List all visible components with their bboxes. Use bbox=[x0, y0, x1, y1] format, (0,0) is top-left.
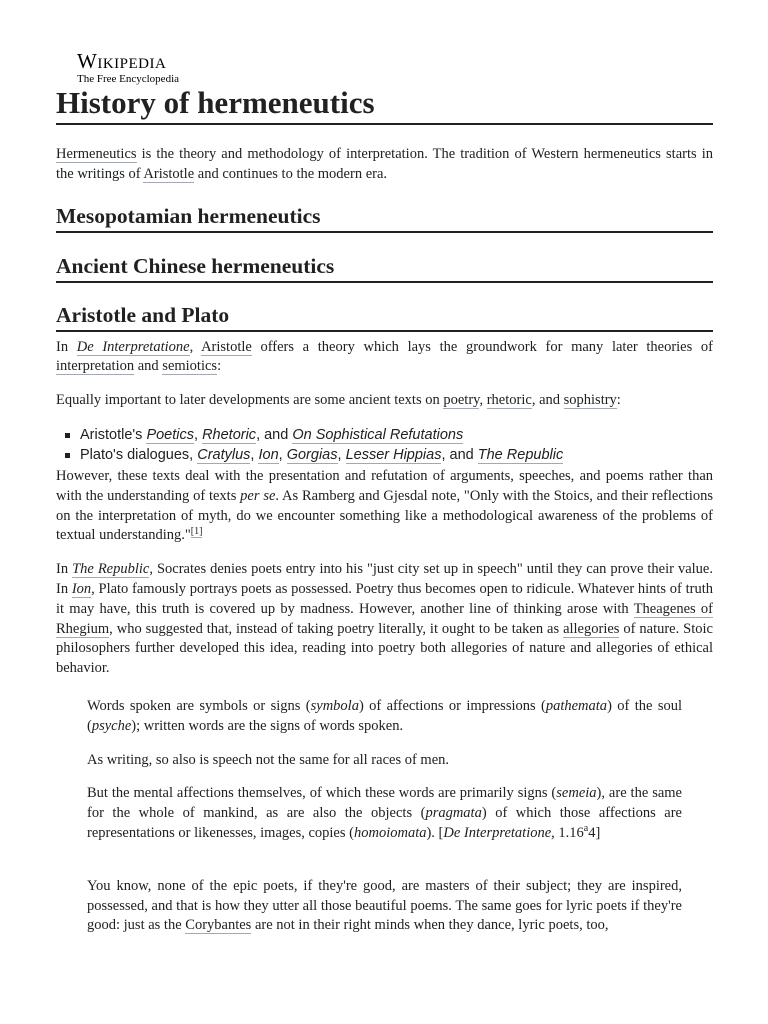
heading-chinese: Ancient Chinese hermeneutics bbox=[56, 253, 713, 283]
emphasis: homoiomata bbox=[353, 824, 427, 841]
paragraph-de-interpretatione bbox=[56, 338, 713, 378]
text: , bbox=[479, 392, 487, 409]
link-corybantes[interactable]: Corybantes bbox=[185, 917, 252, 934]
text: Plato's dialogues, bbox=[80, 446, 198, 463]
text: Words spoken are symbols or signs ( bbox=[87, 697, 311, 714]
paragraph-stoics bbox=[56, 467, 713, 546]
link-the-republic[interactable] bbox=[478, 447, 563, 464]
text: and bbox=[134, 358, 163, 375]
text: is the theory and methodology of interpretation. The tradition of Western hermeneutics starts in the writings of bbox=[56, 146, 713, 182]
list-item-aristotle bbox=[56, 425, 713, 445]
link-gorgias[interactable] bbox=[287, 447, 338, 464]
link-poetry[interactable]: poetry bbox=[443, 392, 480, 409]
link-text: The Republic bbox=[477, 446, 564, 463]
link-aristotle[interactable]: Aristotle bbox=[143, 165, 195, 182]
quote-paragraph bbox=[87, 877, 682, 936]
text: , and bbox=[531, 392, 564, 409]
logo-tagline: The Free Encyclopedia bbox=[77, 73, 180, 85]
text: ) of affections or impressions ( bbox=[358, 697, 546, 714]
text: In bbox=[56, 338, 77, 355]
paragraph-republic bbox=[56, 560, 713, 679]
link-de-interpretatione[interactable] bbox=[77, 339, 190, 356]
text: ); written words are the signs of words spoken. bbox=[131, 717, 404, 734]
link-aristotle[interactable]: Aristotle bbox=[201, 338, 252, 355]
quote-paragraph bbox=[87, 784, 682, 843]
article-content bbox=[56, 85, 713, 936]
text: ), are the same for the whole of mankind, as are also the objects ( bbox=[87, 785, 682, 822]
link-the-republic[interactable] bbox=[72, 561, 149, 578]
text: Equally important to later developments are some ancient texts on bbox=[56, 392, 444, 409]
superscript: a bbox=[583, 823, 589, 835]
list-item-plato bbox=[56, 445, 713, 465]
emphasis: pathemata bbox=[545, 697, 608, 714]
link-sophistical-refutations[interactable] bbox=[292, 427, 463, 444]
texts-list bbox=[56, 425, 713, 465]
emphasis: semeia bbox=[556, 785, 597, 802]
emphasis: psyche bbox=[91, 717, 132, 734]
link-ion[interactable] bbox=[72, 581, 91, 598]
paragraph-ancient-texts bbox=[56, 391, 713, 411]
link-cratylus[interactable] bbox=[197, 447, 250, 464]
quote-paragraph: As writing, so also is speech not the same for all races of men. bbox=[87, 751, 450, 768]
text: ). [ bbox=[426, 824, 444, 841]
link-hermeneutics[interactable]: Hermeneutics bbox=[56, 146, 137, 162]
text: , bbox=[194, 426, 203, 443]
text: of nature. Stoic philosophers further developed this idea, reading into poetry both allegories of nature and allegories of ethical behavior. bbox=[56, 620, 713, 677]
text: ) of the soul ( bbox=[87, 697, 682, 734]
text: . As Ramberg and Gjesdal note, "Only with the Stoics, and their reflections on the interpretation of myth, do we encounter something like a methodological awareness of the problems of textual understanding." bbox=[56, 487, 713, 544]
wikipedia-logo[interactable] bbox=[77, 50, 179, 85]
text: However, these texts deal with the presentation and refutation of arguments, speeches, and poems rather than with the understanding of texts bbox=[56, 467, 713, 504]
text: offers a theory which lays the groundwork for many later theories of bbox=[251, 338, 713, 355]
intro-paragraph bbox=[56, 145, 713, 185]
text: You know, none of the epic poets, if they're good, are masters of their subject; they are inspired, possessed, and that is how they utter all those beautiful poems. The same goes for lyric poets if they're good: just as the bbox=[87, 877, 682, 934]
emphasis: per se bbox=[240, 487, 276, 504]
text: But the mental affections themselves, of which these words are primarily signs ( bbox=[87, 785, 557, 802]
text: , 1.16 bbox=[551, 824, 584, 841]
emphasis: pragmata bbox=[425, 805, 482, 822]
text: , bbox=[250, 446, 259, 463]
link-sophistry[interactable]: sophistry bbox=[563, 392, 617, 409]
emphasis: De Interpretatione bbox=[443, 824, 552, 841]
page-title: History of hermeneutics bbox=[56, 85, 713, 125]
text: , bbox=[337, 446, 346, 463]
text: : bbox=[217, 358, 222, 375]
heading-aristotle-plato: Aristotle and Plato bbox=[56, 302, 713, 332]
text: are not in their right minds when they dance, lyric poets, too, bbox=[251, 917, 609, 934]
text: and continues to the modern era. bbox=[194, 165, 388, 182]
link-text: De Interpretatione bbox=[76, 338, 190, 355]
text: Aristotle's bbox=[80, 426, 147, 443]
text: , Socrates denies poets entry into his "just city set up in speech" until they can prove their value. In bbox=[56, 561, 713, 597]
logo-wordmark: Wikipedia bbox=[77, 49, 167, 73]
link-text: The Republic bbox=[72, 561, 150, 578]
link-text: Lesser Hippias bbox=[345, 446, 442, 463]
emphasis: symbola bbox=[310, 697, 359, 714]
text: : bbox=[616, 392, 621, 409]
citation-1[interactable]: [1] bbox=[190, 525, 203, 537]
text: , Plato famously portrays poets as possessed. Poetry thus becomes open to ridicule. Whatever hints of truth it may have, this truth is covered up by madness. However, another line of thinking arose with bbox=[56, 580, 713, 617]
blockquote-de-interpretatione bbox=[87, 697, 682, 844]
link-rhetoric[interactable]: rhetoric bbox=[486, 392, 532, 409]
link-ion[interactable] bbox=[258, 447, 278, 464]
link-text: Ion bbox=[71, 580, 92, 597]
link-allegories[interactable]: allegories bbox=[563, 620, 620, 637]
text: , bbox=[189, 338, 202, 355]
text: , and bbox=[441, 446, 478, 463]
blockquote-ion bbox=[87, 877, 682, 936]
text: 4] bbox=[588, 824, 601, 841]
text: In bbox=[56, 561, 73, 578]
link-text: Gorgias bbox=[286, 446, 338, 463]
link-text: On Sophistical Refutations bbox=[292, 426, 464, 443]
link-lesser-hippias[interactable] bbox=[346, 447, 442, 464]
heading-mesopotamian: Mesopotamian hermeneutics bbox=[56, 203, 713, 233]
quote-paragraph bbox=[87, 697, 682, 737]
link-text: Ion bbox=[258, 446, 279, 463]
link-text: Rhetoric bbox=[202, 426, 257, 443]
link-theagenes[interactable]: Theagenes of Rhegium bbox=[56, 600, 713, 637]
link-semiotics[interactable]: semiotics bbox=[162, 358, 218, 375]
link-poetics[interactable] bbox=[146, 427, 194, 444]
link-text: Cratylus bbox=[197, 446, 251, 463]
text: ) of which those affections are representations or likenesses, images, copies ( bbox=[87, 805, 682, 841]
text: , who suggested that, instead of taking poetry literally, it ought to be taken as bbox=[109, 620, 564, 637]
link-interpretation[interactable]: interpretation bbox=[56, 358, 135, 375]
text: , and bbox=[256, 426, 293, 443]
text: , bbox=[278, 446, 287, 463]
link-text: Poetics bbox=[146, 426, 194, 443]
link-rhetoric-book[interactable] bbox=[202, 427, 256, 444]
